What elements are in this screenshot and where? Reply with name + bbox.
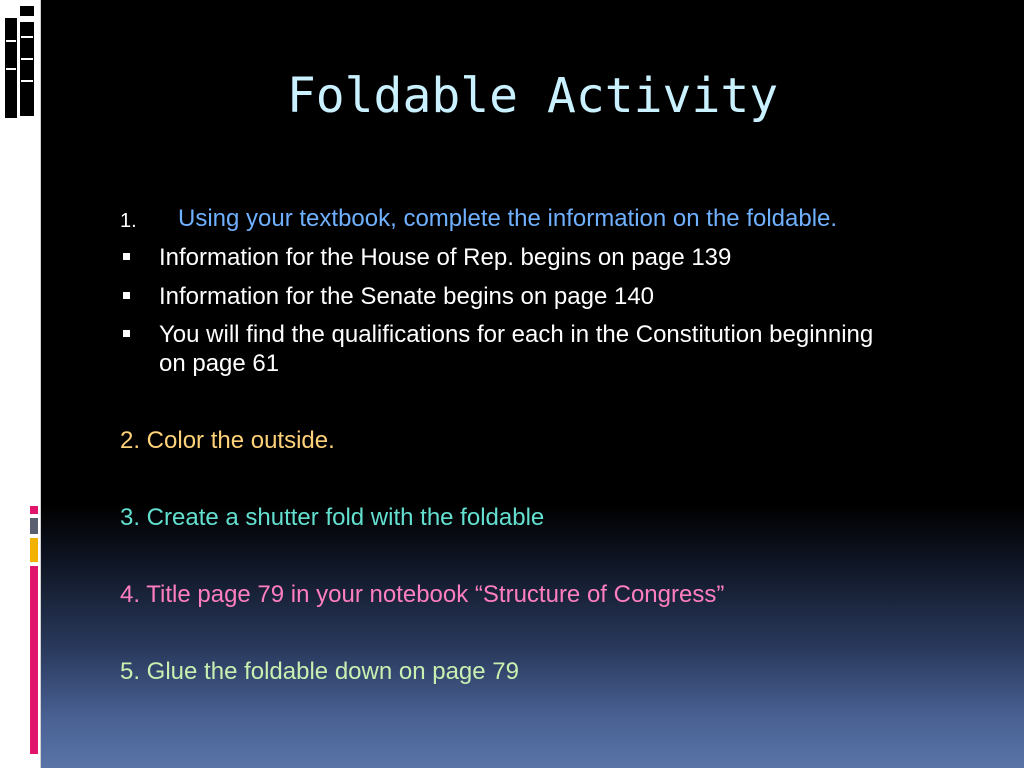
- bullet-text: You will find the qualifications for each in the Constitution beginning on page 61: [159, 321, 874, 377]
- item-four: 4. Title page 79 in your notebook “Structure of Congress”: [120, 581, 725, 608]
- square-bullet-icon: [123, 292, 130, 299]
- item-one-text: Using your textbook, complete the information on the foldable.: [178, 205, 838, 232]
- item-one-number: 1.: [120, 210, 137, 232]
- item-five: 5. Glue the foldable down on page 79: [120, 658, 519, 685]
- square-bullet-icon: [123, 253, 130, 260]
- window-grid-icon: [2, 0, 38, 122]
- accent-stripe-yellow: [30, 538, 38, 562]
- accent-stripe-pink-top: [30, 506, 38, 514]
- item-three: 3. Create a shutter fold with the foldable: [120, 504, 545, 531]
- accent-stripe-pink-long: [30, 566, 38, 754]
- bullet-text: Information for the Senate begins on page 140: [159, 283, 655, 310]
- slide-title: Foldable Activity: [286, 68, 779, 124]
- square-bullet-icon: [123, 330, 130, 337]
- item-two: 2. Color the outside.: [120, 427, 335, 454]
- bullet-text: Information for the House of Rep. begins on page 139: [159, 244, 732, 271]
- accent-stripe-gray: [30, 518, 38, 534]
